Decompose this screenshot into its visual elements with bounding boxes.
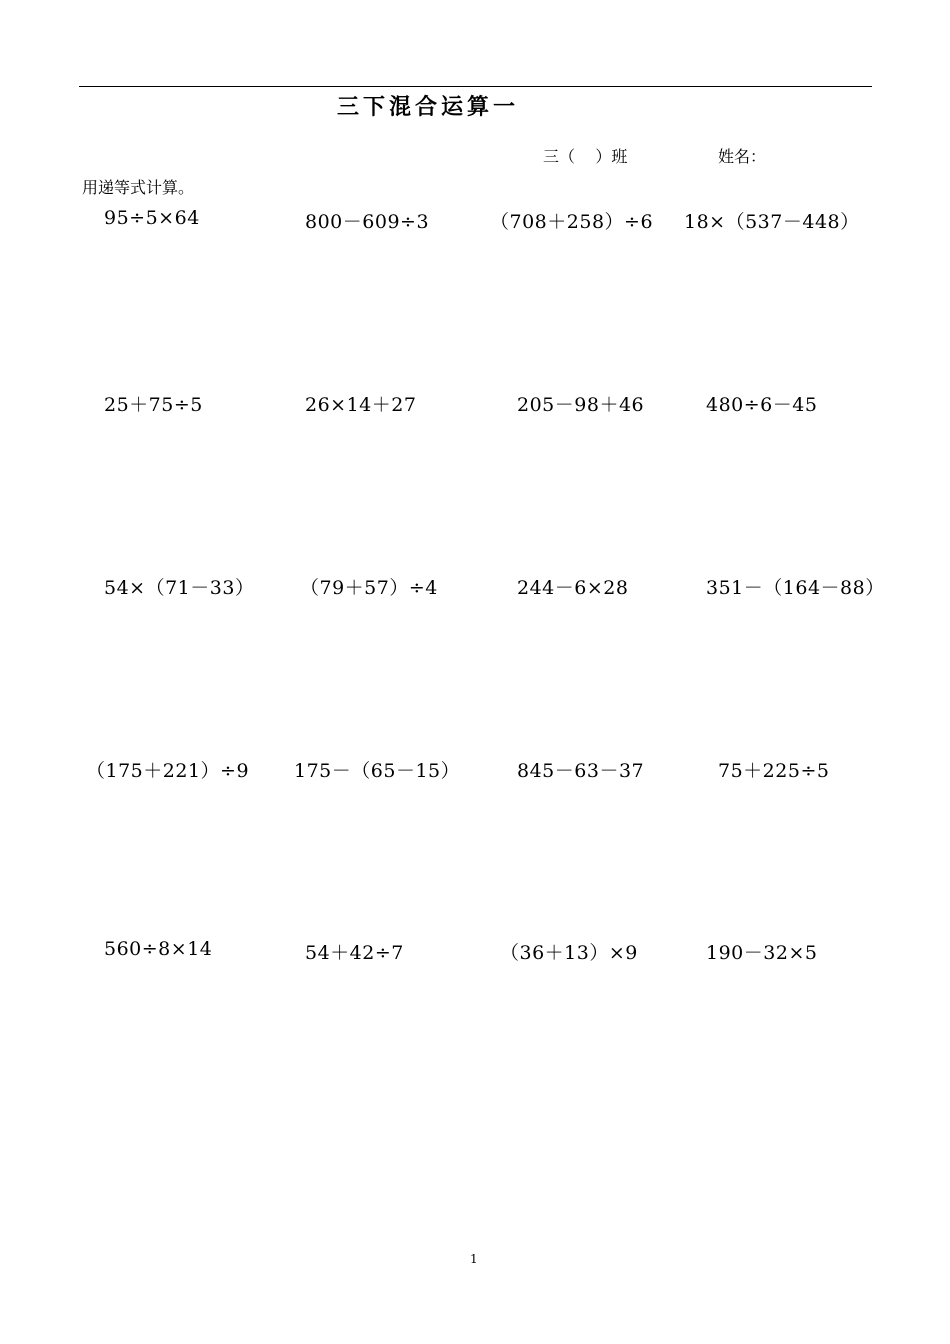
problem-r5-c1: 560÷8×14	[104, 938, 213, 960]
page-title: 三下混合运算一	[337, 94, 520, 120]
class-label: 三（ ）班	[543, 147, 628, 166]
problem-r5-c4: 190－32×5	[706, 942, 818, 964]
problem-r2-c4: 480÷6－45	[706, 394, 818, 416]
problem-r2-c2: 26×14＋27	[305, 394, 417, 416]
problem-r4-c2: 175－（65－15）	[294, 760, 461, 782]
problem-r3-c2: （79＋57）÷4	[300, 577, 438, 599]
problem-r2-c1: 25＋75÷5	[104, 394, 203, 416]
name-label: 姓名：	[718, 147, 767, 166]
problem-r3-c1: 54×（71－33）	[104, 577, 255, 599]
problem-r5-c3: （36＋13）×9	[500, 942, 638, 964]
problem-r1-c1: 95÷5×64	[104, 207, 200, 229]
problem-r1-c4: 18×（537－448）	[684, 211, 860, 233]
problem-r5-c2: 54＋42÷7	[305, 942, 404, 964]
problem-r3-c3: 244－6×28	[517, 577, 629, 599]
problem-r1-c3: （708＋258）÷6	[490, 211, 654, 233]
page-number: 1	[470, 1252, 478, 1266]
problem-r3-c4: 351－（164－88）	[706, 577, 885, 599]
instruction-text: 用递等式计算。	[82, 178, 195, 197]
problem-r1-c2: 800－609÷3	[305, 211, 430, 233]
problem-r4-c1: （175＋221）÷9	[86, 760, 250, 782]
problem-r4-c4: 75＋225÷5	[718, 760, 830, 782]
top-rule	[79, 86, 872, 87]
problem-r4-c3: 845－63－37	[517, 760, 645, 782]
problem-r2-c3: 205－98＋46	[517, 394, 645, 416]
